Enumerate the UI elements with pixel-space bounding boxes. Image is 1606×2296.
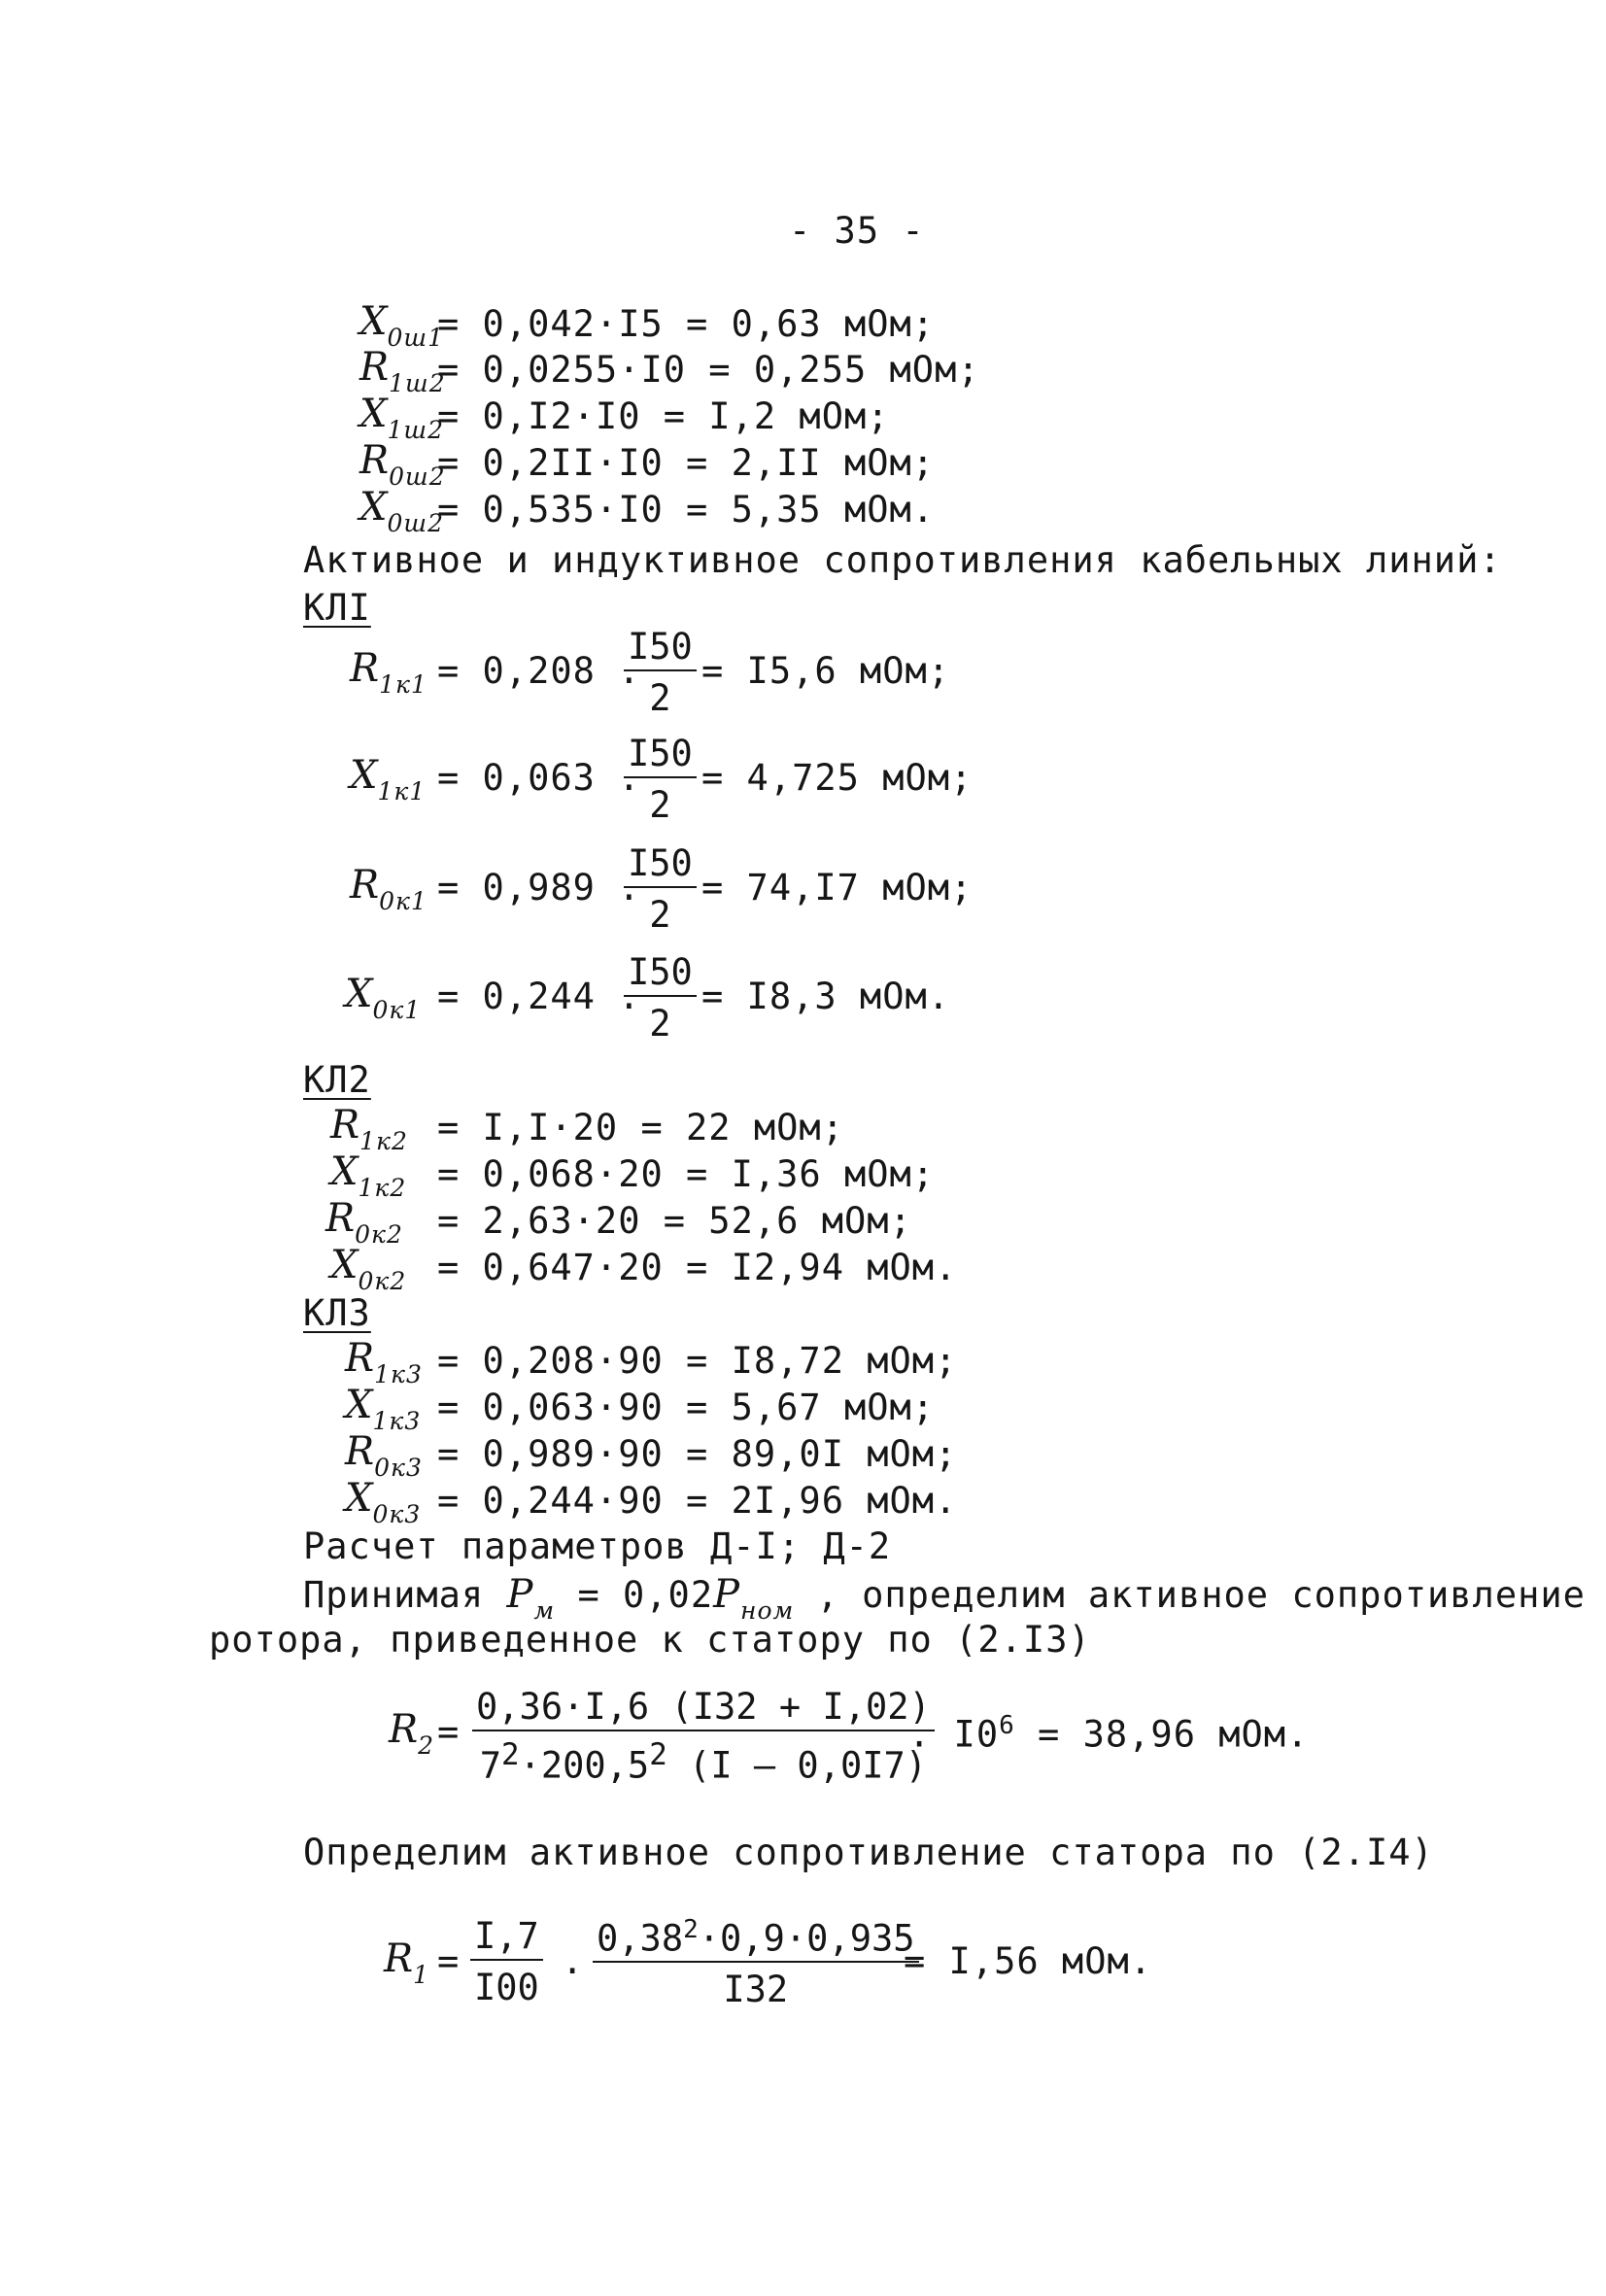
pnom-symbol: $P_{ном}$ xyxy=(713,1572,795,1625)
formula-coefficient: = 0,989 . xyxy=(437,867,641,908)
formula-coefficient: = 0,208 . xyxy=(437,650,641,692)
formula-result: = I8,3 мОм. xyxy=(701,976,951,1017)
formula-symbol: $X_{0к2}$ xyxy=(330,1243,407,1295)
formula-result: = 4,725 мОм; xyxy=(701,757,974,799)
formula-symbol: $R_{1к3}$ xyxy=(345,1336,423,1388)
formula-result: = I5,6 мОм; xyxy=(701,650,951,692)
formula-expression: = 0,2II·I0 = 2,II мОм; xyxy=(437,442,936,484)
formula-symbol: $X_{1ш2}$ xyxy=(359,392,444,444)
formula-symbol: $R_{0ш2}$ xyxy=(359,438,446,491)
formula-coefficient: = 0,244 . xyxy=(437,976,641,1017)
formula-symbol: $X_{0ш2}$ xyxy=(359,485,444,537)
kl3-title: КЛ3 xyxy=(303,1292,371,1334)
cable-intro-text: Активное и индуктивное сопротивления кабельных линий: xyxy=(303,539,1502,581)
page-number: - 35 - xyxy=(789,210,925,252)
formula-symbol: $R_2$ xyxy=(389,1707,435,1760)
motor-heading: Расчет параметров Д-I; Д-2 xyxy=(303,1525,892,1567)
formula-result: = I,56 мОм. xyxy=(904,1940,1153,1982)
fraction: $\frac{I50}{2}$ xyxy=(624,951,697,1045)
formula-symbol: $X_{0к3}$ xyxy=(345,1476,422,1528)
accept-text-line1: Принимая $P_м = 0,02P_{ном}$ , определим активное сопротивление xyxy=(303,1572,1586,1625)
formula-expression: = 0,208·90 = I8,72 мОм; xyxy=(437,1340,958,1382)
formula-expression: = 0,647·20 = I2,94 мОм. xyxy=(437,1247,958,1288)
formula-expression: = 0,535·I0 = 5,35 мОм. xyxy=(437,489,936,531)
formula-symbol: $R_1$ xyxy=(384,1936,430,1989)
formula-symbol: $X_{0к1}$ xyxy=(345,972,422,1024)
formula-expression: = 0,068·20 = I,36 мОм; xyxy=(437,1153,936,1195)
fraction: $\frac{I50}{2}$ xyxy=(624,842,697,936)
formula-symbol: $R_{1ш2}$ xyxy=(359,345,446,397)
pm-symbol: $P_м$ xyxy=(506,1572,556,1625)
formula-symbol: $R_{0к1}$ xyxy=(350,863,427,915)
formula-expression: = 0,042·I5 = 0,63 мОм; xyxy=(437,303,936,345)
formula-symbol: $X_{1к3}$ xyxy=(345,1383,422,1435)
formula-expression: = 0,I2·I0 = I,2 мОм; xyxy=(437,395,890,437)
fraction: $\frac{I50}{2}$ xyxy=(624,733,697,826)
formula-expression: = 2,63·20 = 52,6 мОм; xyxy=(437,1200,912,1242)
formula-result: . $I0^6 = 38,96$ мОм. xyxy=(908,1711,1310,1756)
formula-expression: = 0,989·90 = 89,0I мОм; xyxy=(437,1433,958,1475)
fraction: $\frac{I,7}{I00}$ xyxy=(470,1915,543,2008)
formula-symbol: $X_{1к1}$ xyxy=(350,753,427,805)
formula-symbol: $R_{1к2}$ xyxy=(330,1103,408,1155)
stator-text: Определим активное сопротивление статора по (2.I4) xyxy=(303,1832,1434,1873)
formula-equals: = xyxy=(437,1940,461,1982)
formula-result: = 74,I7 мОм; xyxy=(701,867,974,908)
fraction: $\frac{I50}{2}$ xyxy=(624,626,697,719)
formula-symbol: $X_{0ш1}$ xyxy=(359,299,444,352)
formula-expression: = I,I·20 = 22 мОм; xyxy=(437,1107,844,1148)
formula-coefficient: = 0,063 . xyxy=(437,757,641,799)
formula-symbol: $R_{0к3}$ xyxy=(345,1429,423,1482)
formula-expression: = 0,063·90 = 5,67 мОм; xyxy=(437,1387,936,1428)
accept-text-line2: ротора, приведенное к статору по (2.I3) xyxy=(209,1619,1091,1661)
formula-expression: = 0,244·90 = 2I,96 мОм. xyxy=(437,1480,958,1522)
kl2-title: КЛ2 xyxy=(303,1059,371,1101)
formula-symbol: $X_{1к2}$ xyxy=(330,1149,407,1202)
fraction: $\frac{0,38^2\cdot 0,9\cdot 0,935}{I32}$ xyxy=(593,1915,919,2010)
formula-equals: = xyxy=(437,1711,461,1753)
fraction: $\frac{0,36\cdot I,6 (I32 + I,02)}{7^2\cdot 200,5^2 (I - 0,0I7)}$ xyxy=(472,1686,935,1786)
formula-symbol: $R_{0к2}$ xyxy=(325,1196,403,1249)
formula-expression: = 0,0255·I0 = 0,255 мОм; xyxy=(437,349,980,391)
formula-dot: . xyxy=(562,1940,585,1982)
kl1-title: КЛI xyxy=(303,587,371,629)
formula-symbol: $R_{1к1}$ xyxy=(350,646,427,699)
